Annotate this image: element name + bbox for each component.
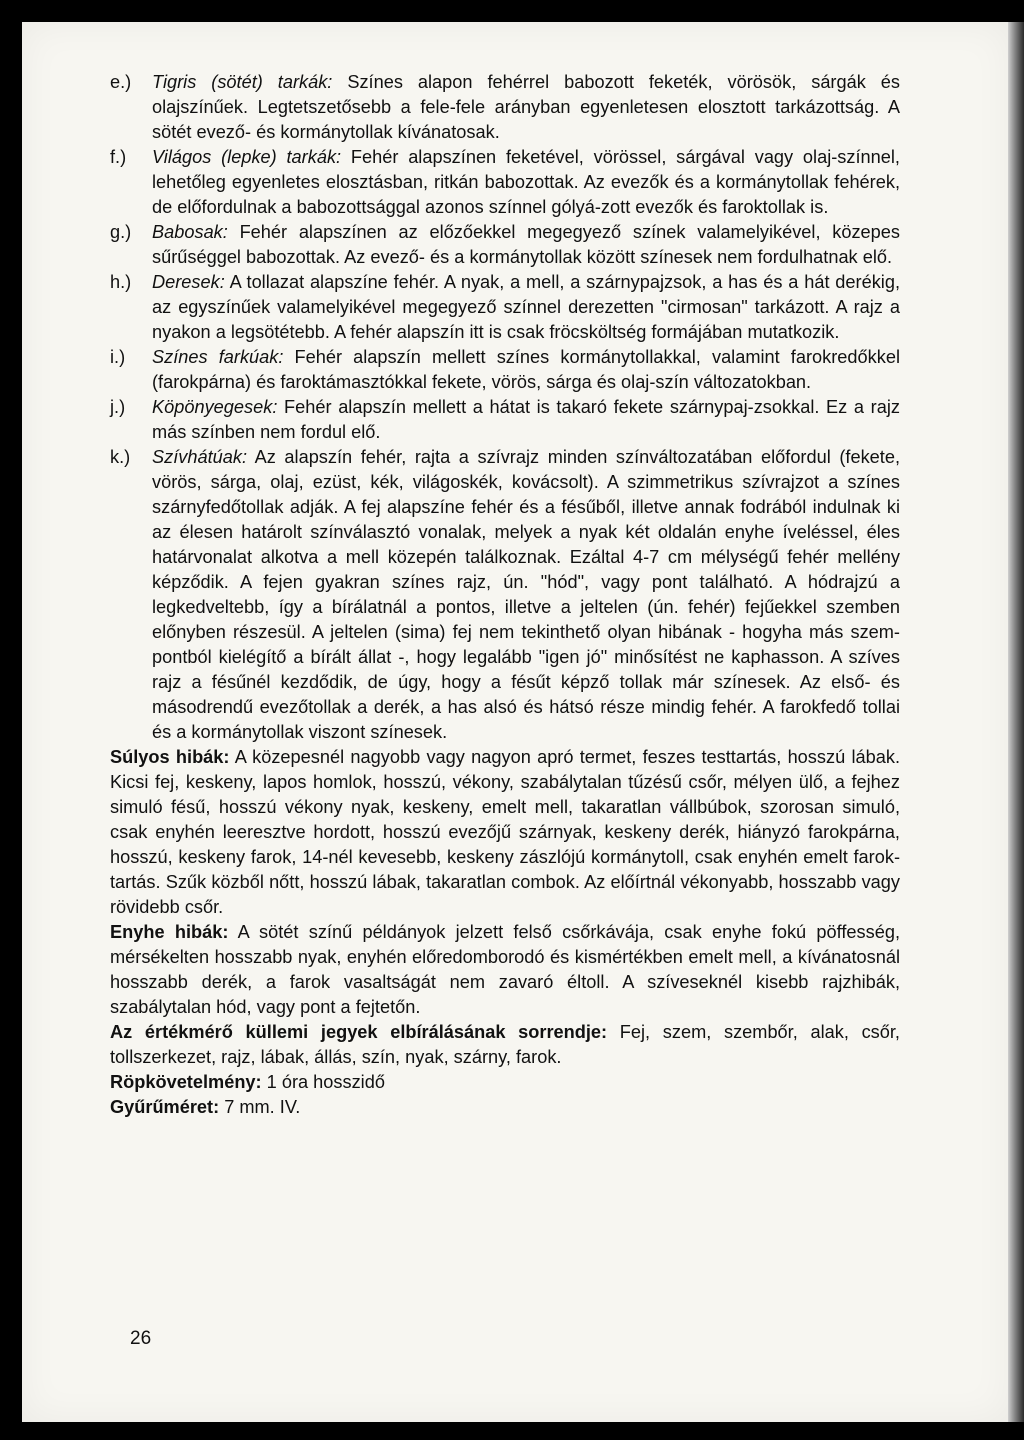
paragraph-text: 1 óra hosszidő (261, 1072, 385, 1092)
item-marker: f.) (110, 147, 127, 167)
page-content (110, 70, 900, 1120)
item-term: Színes farkúak: (152, 347, 284, 367)
item-text: Az alapszín fehér, rajta a szívrajz minden színváltozatában előfordul (fekete, vörös, sárga, olaj, ezüst, kék, világoskék, kovácsolt). A szimmetrikus szívrajzot a színes szárnyfedőtollak adják. A fej alapszíne fehér és a fésűből, illetve annak fodrából indulnak ki az élesen határolt színválasztó vonalak, melyek a nyak két oldalán enyhe íveléssel, éles határvonalat alkotva a mell közepén találkoznak. Ezáltal 4-7 cm mélységű fehér mellény képződik. A fejen gyakran színes rajz, ún. "hód", vagy pont található. A hódrajzú a legkedveltebb, így a bírálatnál a pontos, illetve a jeltelen (ún. fehér) fejűekkel szemben előnyben részesül. A jeltelen (sima) fej nem tekinthető olyan hibának - hogyha más szem-pontból kielégítő a bírált állat -, hogy legalább "igen jó" minősítést ne kaphasson. A szíves rajz a fésűnél kezdődik, de úgy, hogy a fésűt képző tollak már színesek. Az első- és másodrendű evezőtollak a derék, a has alsó és hátsó része mindig fehér. A farokfedő tollai és a kormánytollak viszont színesek. (152, 447, 900, 742)
item-term: Szívhátúak: (152, 447, 248, 467)
paragraph-major-faults (110, 745, 900, 920)
list-item-e (110, 70, 900, 145)
paragraph-flight-requirement (110, 1070, 900, 1095)
item-text: Fehér alapszínen feketével, vörössel, sárgával vagy olaj-színnel, lehetőleg egyenletes elosztásban, ritkán babozottak. Az evezők és a kormánytollak fehérek, de előfordulnak a babozottsággal azonos színnel gólyá-zott evezők és faroktollak is. (152, 147, 900, 217)
item-marker: e.) (110, 72, 132, 92)
list-item-k (110, 445, 900, 745)
list-item-g (110, 220, 900, 270)
item-term: Tigris (sötét) tarkák: (152, 72, 333, 92)
item-marker: h.) (110, 272, 132, 292)
item-term: Köpönyegesek: (152, 397, 278, 417)
paragraph-heading: Enyhe hibák: (110, 922, 229, 942)
list-item-h (110, 270, 900, 345)
item-text: A tollazat alapszíne fehér. A nyak, a mell, a szárnypajzsok, a has és a hát derékig, az egyszínűek valamelyikével megegyező színnel derezetten "cirmosan" tarkázott. A rajz a nyakon a legsötétebb. A fehér alapszín itt is csak fröcsköltség formájában mutatkozik. (152, 272, 900, 342)
list-item-i (110, 345, 900, 395)
paragraph-heading: Az értékmérő küllemi jegyek elbírálásának sorrendje: (110, 1022, 608, 1042)
paragraph-heading: Gyűrűméret: (110, 1097, 220, 1117)
item-text: Színes alapon fehérrel babozott feketék, vörösök, sárgák és olajszínűek. Legtetszetősebb a fele-fele arányban egyenletesen elosztott tarkázottság. A sötét evező- és kormánytollak kívánatosak. (152, 72, 900, 142)
item-marker: j.) (110, 397, 126, 417)
list-item-f (110, 145, 900, 220)
paragraph-text: A közepesnél nagyobb vagy nagyon apró termet, feszes testtartás, hosszú lábak. Kicsi fej, keskeny, lapos homlok, hosszú, vékony, szabálytalan tűzésű csőr, mélyen ülő, a fejhez simuló fésű, hosszú vékony nyak, keskeny, emelt mell, takaratlan vállbúbok, szorosan simuló, csak enyhén leeresztve hordott, hosszú evezőjű szárnyak, keskeny derék, hiányzó farokpárna, hosszú, keskeny farok, 14-nél kevesebb, keskeny zászlójú kormánytoll, csak enyhén emelt farok-tartás. Szűk közből nőtt, hosszú lábak, takaratlan combok. Az előírtnál vékonyabb, hosszabb vagy rövidebb csőr. (110, 747, 900, 917)
paragraph-text: 7 mm. IV. (219, 1097, 301, 1117)
page-number: 26 (130, 1328, 152, 1349)
item-marker: k.) (110, 447, 131, 467)
paragraph-judging-order (110, 1020, 900, 1070)
paragraph-text: A sötét színű példányok jelzett felső csőrkávája, csak enyhe fokú pöffesség, mérsékelten hosszabb nyak, enyhén előredomborodó és kismértékben emelt mell, a kívánatosnál hosszabb derék, a farok vasaltságát nem zavaró éltoll. A szíveseknél kisebb rajzhibák, szabálytalan hód, vagy pont a fejtetőn. (110, 922, 900, 1017)
item-term: Babosak: (152, 222, 228, 242)
paragraph-minor-faults (110, 920, 900, 1020)
paragraph-ring-size (110, 1095, 900, 1120)
item-text: Fehér alapszín mellett a hátat is takaró fekete szárnypaj-zsokkal. Ez a rajz más színben nem fordul elő. (152, 397, 900, 442)
paragraph-heading: Súlyos hibák: (110, 747, 230, 767)
item-text: Fehér alapszínen az előzőekkel megegyező színek valamelyikével, közepes sűrűséggel babozottak. Az evező- és a kormánytollak között színesek nem fordulhatnak elő. (152, 222, 900, 267)
list-item-j (110, 395, 900, 445)
item-term: Világos (lepke) tarkák: (152, 147, 342, 167)
item-text: Fehér alapszín mellett színes kormánytollakkal, valamint farokredőkkel (farokpárna) és faroktámasztókkal fekete, vörös, sárga és olaj-szín változatokban. (152, 347, 900, 392)
page-edge (1008, 22, 1024, 1422)
paragraph-text: Fej, szem, szembőr, alak, csőr, tollszerkezet, rajz, lábak, állás, szín, nyak, szárny, farok. (110, 1022, 900, 1067)
paragraph-heading: Röpkövetelmény: (110, 1072, 262, 1092)
item-marker: g.) (110, 222, 132, 242)
item-term: Deresek: (152, 272, 225, 292)
item-marker: i.) (110, 347, 126, 367)
